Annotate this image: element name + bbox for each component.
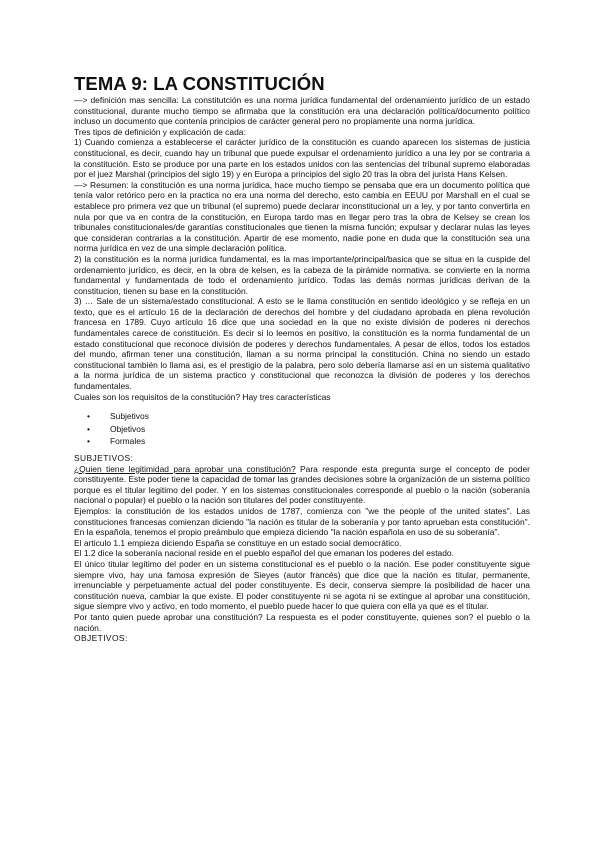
tipos-intro: Tres tipos de definición y explicación de cada: [74, 126, 246, 137]
bullet-icon: • [87, 423, 90, 434]
quien-paragraph: Por tanto quien puede aprobar una constitución? La respuesta es el poder constituyente, quienes son? el pueblo o la nación. [74, 612, 530, 633]
subjetivos-heading: SUBJETIVOS: [74, 453, 134, 464]
legitimidad-paragraph [74, 464, 530, 506]
resumen-paragraph: —> Resumen: la constitución es una norma jurídica, hace mucho tiempo se pensaba que era un documento política que tenía valor retórico pero en la practica no era una norma del derecho, esto cambia en EEUU por Marshall en el cual se establece pro primera vez que un tribunal (el supremo) puede declarar inconstitucional un a ley, y por tanto convertirla en nula por que va en contra de la constitución, en Europa tardo mas en llegar pero tras la obra de Kelsey se crean los tribunales constitucionales/de garantías constitucionales que tienen la misma función; expulsar y declarar nulas las leyes que consideran contrarias a la constitución. Apartir de ese momento, nadie pone en duda que la constitución sea una norma jurídica en vez de una simple declaración política. [74, 179, 530, 254]
list-item [74, 423, 530, 435]
document-body [74, 74, 530, 644]
list-item-label: Objetivos [110, 423, 146, 434]
bullet-icon: • [87, 411, 90, 422]
legitimidad-text: Para responde esta pregunta surge el concepto de poder constituyente. Este poder tiene la capacidad de tomar las grandes decisiones sobre la organización de un sistema político porque es el titular legitimo del poder. Y en los sistemas constitucionales corresponde al pueblo o la nación (soberanía nacional o popular) el pueblo o la nación son titulares del poder constituyente. [74, 463, 530, 506]
list-item [74, 435, 530, 447]
list-item [74, 410, 530, 422]
tipo-1-paragraph: 1) Cuando comienza a establecerse el carácter jurídico de la constitución es cuando aparecen los sistemas de justicia constitucional, es decir, cuando hay un tribunal que puede expulsar el ordenamiento jurídico a una ley por se contraria a la constitución. Esto se produce por una parte en los estados unidos con las sentencias del tribunal supremo elaboradas por el juez Marshal (principios del siglo 19) y en Europa a principios del siglo 20 tras la obra del jurista Hans Kelsen. [74, 137, 530, 180]
bullet-icon: • [87, 435, 90, 446]
articulo-1-2: El 1.2 dice la soberanía nacional reside en el pueblo español del que emanan los poderes del estado. [74, 548, 454, 559]
articulo-1-1: El articulo 1.1 empieza diciendo España se constituye en un estado social democrático. [74, 537, 402, 548]
page-title: TEMA 9: LA CONSTITUCIÓN [74, 73, 325, 94]
objetivos-heading: OBJETIVOS: [74, 633, 128, 644]
intro-paragraph: —> definición mas sencilla: La constitutción es una norma jurídica fundamental del ordenamiento jurídico de un estado constitucional, durante mucho tiempo se afirmaba que la constitución era una declaración política/documento político incluso un documento que contenía principios de carácter general pero no propiamente una norma jurídica. [74, 95, 530, 127]
list-item-label: Subjetivos [110, 411, 149, 422]
requisitos-list [74, 410, 530, 447]
legitimidad-question: ¿Quien tiene legitimidad para aprobar una constitución? [74, 463, 296, 474]
list-item-label: Formales [110, 435, 146, 446]
ejemplos-paragraph: Ejemplos: la constitución de los estados unidos de 1787, comienza con "we the people of the united states". Las constituciones francesas comienzan diciendo "la nación es titular de la soberanía y por tanto aprueban esta constitución". En la española, tenemos el propio preámbulo que empieza diciendo "la nación española en uso de su soberanía". [74, 506, 530, 538]
tipo-3-paragraph: 3) … Sale de un sistema/estado constitucional. A esto se le llama constitución en sentido ideológico y se refleja en un texto, que es el artículo 16 de la declaración de derechos del hombre y del ciudadano aprobada en plena revolución francesa en 1789. Cuyo artículo 16 dice que una sociedad en la que no existe división de poderes ni derechos fundamentales carece de constitución. Es decir si lo leemos en positivo, la constitución es la norma fundamental de un estado constitucional que reconoce división de poderes y derechos fundamentales. A pesar de ellos, todos los estados del mundo, afirman tener una constitución, llaman a su norma principal la constitución. China no siendo un estado constitucional también lo llama asi, es el prestigio de la palabra, pero solo debería llamarse así en un sistema qualitativo a la norma jurídica de un sistema practico y constitucional que reconozca la división de poderes y los derechos fundamentales. [74, 296, 530, 392]
tipo-2-paragraph: 2) la constitución es la norma jurídica fundamental, es la mas importante/principal/basica que se situa en la cuspide del ordenamiento jurídico, es decir, en la obra de kelsen, es la cabeza de la pirámide normativa. se convierte en la norma fundamental y fundamentada de todo el ordenamiento jurídico. Todas las demás normas jurídicas derivan de la constitucion, tienen su base en la constitución. [74, 253, 530, 296]
requisitos-question: Cuales son los requisitos de la constitución? Hay tres características [74, 391, 331, 402]
titular-paragraph: El único titular legítimo del poder en un sistema constitucional es el pueblo o la nación. Ese poder constituyente sigue siempre vivo, hay una famosa expresión de Sieyes (autor francés) que dice que la nación es titular, permanente, irrenunciable y perpetuamente actual del poder constituyente. Es decir, conserva siempre la posibilidad de hacer una constitución nueva, cambiar la que existe. El poder constituyente ni se agota ni se extingue al aprobar una constitución, sigue siempre vivo y activo, en todo momento, el pueblo puede hacer lo que quiera con ella ya que es el titular. [74, 559, 530, 612]
